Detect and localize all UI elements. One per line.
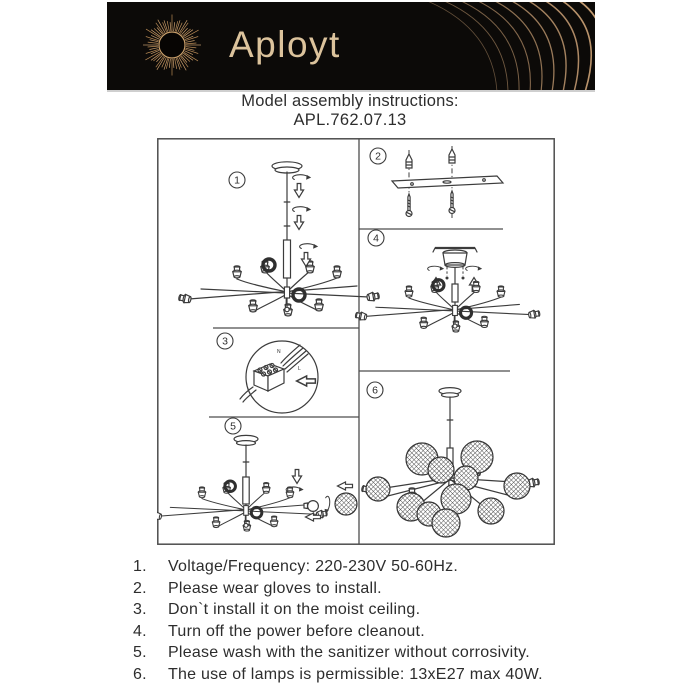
instruction-number: 6.	[133, 665, 147, 683]
instruction-number: 3.	[133, 601, 147, 618]
instructions-list	[133, 556, 593, 685]
instruction-number: 5.	[133, 644, 147, 661]
step-5-figure	[157, 435, 357, 531]
brand-logotype: Aployt	[229, 24, 341, 65]
instruction-item	[133, 664, 593, 686]
instruction-number: 4.	[133, 622, 147, 640]
instruction-number: 1.	[133, 558, 147, 575]
instruction-text: Voltage/Frequency: 220-230V 50-60Hz.	[168, 558, 459, 575]
step-3-badge-number: 3	[222, 335, 228, 348]
starburst-core	[159, 32, 185, 58]
model-number: APL.762.07.13	[293, 111, 407, 129]
step-4-figure	[355, 248, 541, 332]
step-1-figure	[178, 162, 380, 316]
wire-label-l: L	[298, 366, 301, 372]
step-3-figure	[240, 341, 318, 413]
assembly-diagram-canvas	[157, 138, 555, 545]
step-4-badge-number: 4	[373, 232, 379, 245]
instruction-text: Please wear gloves to install.	[168, 579, 382, 597]
step-2-badge-number: 2	[375, 150, 381, 163]
assembly-diagram	[157, 138, 555, 545]
step-6-figure	[361, 388, 540, 537]
wire-label-n: N	[277, 349, 281, 355]
instruction-text: Please wash with the sanitizer without corrosivity.	[168, 644, 530, 661]
instruction-item	[133, 556, 593, 578]
brand-banner	[107, 2, 595, 92]
instruction-item	[133, 642, 593, 664]
instruction-number: 2.	[133, 579, 147, 597]
corner-rays-icon	[425, 2, 595, 90]
instruction-text: Don`t install it on the moist ceiling.	[168, 601, 421, 618]
banner-artwork	[107, 2, 595, 90]
sheet-title: Model assembly instructions:	[241, 92, 459, 110]
instruction-text: Turn off the power before cleanout.	[168, 622, 425, 640]
step-6-badge-number: 6	[372, 384, 378, 397]
instruction-item	[133, 578, 593, 600]
step-2-figure	[392, 146, 503, 218]
instruction-text: The use of lamps is permissible: 13xE27 max 40W.	[168, 665, 543, 683]
step-1-badge-number: 1	[234, 174, 240, 187]
instruction-item	[133, 599, 593, 621]
step-5-badge-number: 5	[230, 420, 236, 433]
title-block	[0, 92, 700, 129]
instruction-item	[133, 621, 593, 643]
